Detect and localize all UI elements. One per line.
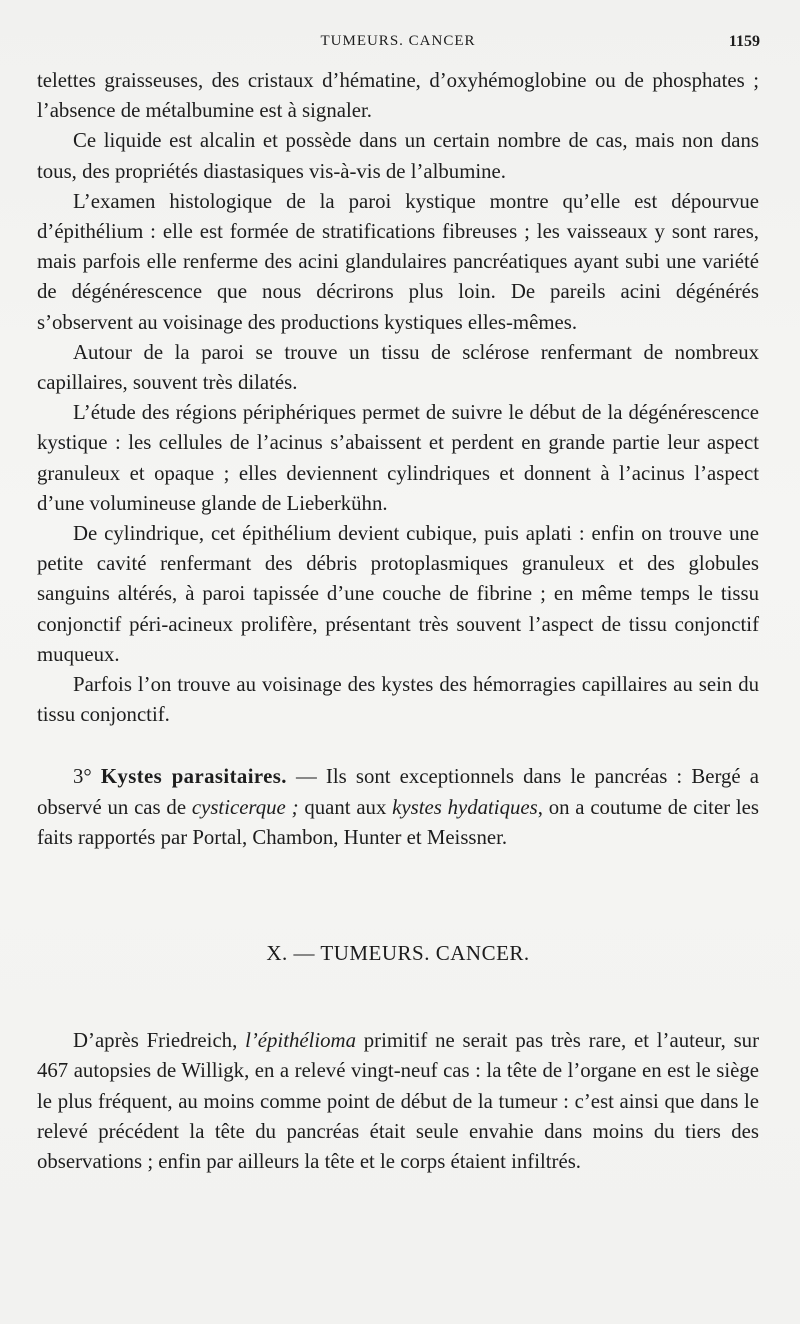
section-text-a: — Ils sont exceptionnels dans le pancréas : Bergé a observé un cas de (37, 765, 759, 819)
section-italic-cysticerque: cysticerque ; (191, 795, 299, 819)
paragraph-histology: L’examen histologique de la paroi kystique montre qu’elle est dépourvue d’épithélium : elle est formée de stratifications fibreuses ; les vaisseaux y sont rares, mais parfois elle renferme des acini glandulaires pancréatiques ayant subi une variété de dégénérescence que nous décrirons plus loin. De pareils acini dégénérés s’observent au voisinage des productions kystiques elles-mêmes. (37, 189, 759, 334)
section-italic-hydatid: kystes hydatiques (392, 795, 538, 819)
section-heading: Kystes parasitaires. (100, 765, 287, 789)
running-title: TUMEURS. CANCER (320, 33, 476, 49)
section-text-b: quant aux (298, 795, 393, 819)
paragraph-continuation: telettes graisseuses, des cristaux d’hématine, d’oxyhémoglobine ou de phosphates ; l’absence de métalbumine est à signaler. (37, 69, 759, 123)
page-header (36, 30, 760, 56)
final-italic-epithelioma: l’épithélioma (245, 1029, 356, 1053)
paragraph-liquid-properties: Ce liquide est alcalin et possède dans un certain nombre de cas, mais non dans tous, des propriétés diastasiques vis-à-vis de l’albumine. (37, 129, 759, 183)
section-number: 3° (73, 765, 92, 789)
section-parasitic-cysts (37, 762, 759, 853)
paragraph-friedreich (37, 1026, 759, 1177)
paragraph-epithelium: De cylindrique, cet épithélium devient cubique, puis aplati : enfin on trouve une petite cavité renfermant des débris protoplasmiques granuleux et des globules sanguins altérés, à paroi tapissée d’une couche de fibrine ; en même temps le tissu conjonctif péri-acineux prolifère, présentant très souvent l’aspect de tissu conjonctif muqueux. (37, 522, 759, 666)
paragraph-hemorrhages: Parfois l’on trouve au voisinage des kystes des hémorragies capillaires au sein du tissu conjonctif. (37, 673, 759, 727)
final-text-b: primitif ne serait pas très rare, et l’auteur, sur 467 autopsies de Willigk, en a relevé vingt-neuf cas : la tête de l’organe en est le siège le plus fréquent, au moins comme point de début de la tumeur : c’est ainsi que dans le relevé précédent la tête du pancréas était seule envahie dans moins du tiers des observations ; enfin par ailleurs la tête et le corps étaient infiltrés. (37, 1029, 760, 1174)
final-text-a: D’après Friedreich, (73, 1029, 246, 1053)
body-text (37, 66, 759, 1177)
paragraph-peripheral-regions: L’étude des régions périphériques permet de suivre le début de la dégénérescence kystique : les cellules de l’acinus s’abaissent et perdent en grande partie leur aspect granuleux et opaque ; elles deviennent cylindriques et donnent à l’acinus l’aspect d’une volumineuse glande de Lieberkühn. (37, 401, 759, 515)
section-text-c: , on a coutume de citer les faits rapportés par Portal, Chambon, Hunter et Meissner. (37, 795, 759, 849)
chapter-title: X. — TUMEURS. CANCER. (266, 941, 530, 966)
page-number: 1159 (728, 33, 760, 50)
paragraph-sclerosis: Autour de la paroi se trouve un tissu de sclérose renfermant de nombreux capillaires, souvent très dilatés. (37, 340, 759, 395)
